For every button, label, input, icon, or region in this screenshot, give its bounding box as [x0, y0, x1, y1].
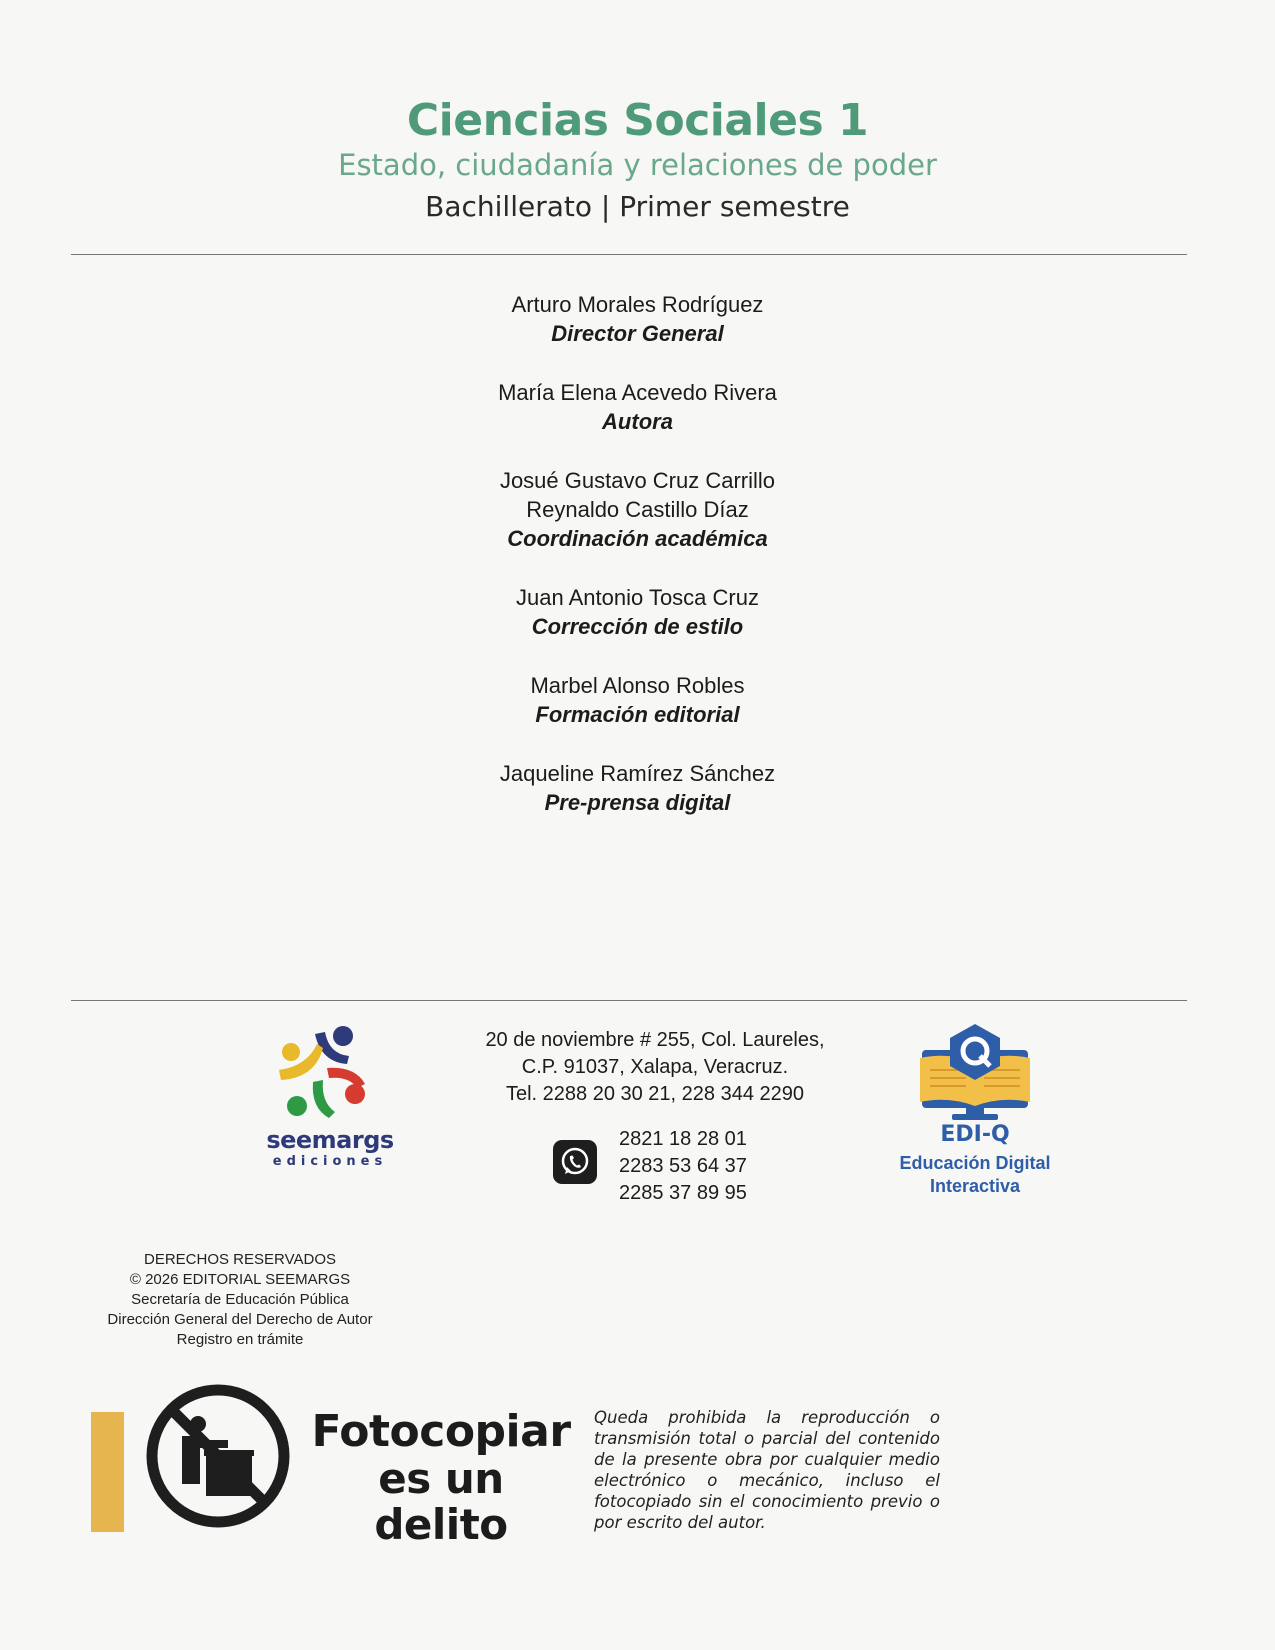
address-line: 20 de noviembre # 255, Col. Laureles, [485, 1029, 825, 1051]
rights-statement [90, 1250, 390, 1350]
credit-author [0, 378, 1275, 436]
notice-title-line: es un delito [374, 1454, 508, 1549]
seemargs-logo [255, 1022, 405, 1172]
ediq-logo [880, 1022, 1070, 1202]
ediq-tagline-line: Interactiva [929, 1176, 1021, 1196]
credit-role: Formación editorial [535, 702, 740, 727]
credit-role: Corrección de estilo [531, 614, 744, 639]
no-photocopy-icon [144, 1378, 292, 1534]
credit-name: Juan Antonio Tosca Cruz [516, 585, 759, 610]
publisher-address [455, 1027, 855, 1108]
credit-style-correction [0, 583, 1275, 641]
credit-role: Pre-prensa digital [544, 790, 731, 815]
whatsapp-number: 2821 18 28 01 [619, 1128, 747, 1150]
rights-line: Dirección General del Derecho de Autor [107, 1311, 373, 1328]
credit-name: Marbel Alonso Robles [530, 673, 745, 698]
divider-bottom [71, 1000, 1187, 1001]
divider-top [71, 254, 1187, 255]
credit-prepress [0, 759, 1275, 817]
credit-role: Coordinación académica [507, 526, 768, 551]
ediq-monitor-book-icon [880, 1022, 1070, 1122]
credit-role: Autora [602, 409, 673, 434]
seemargs-brand-sub: ediciones [272, 1154, 388, 1169]
credit-name: Josué Gustavo Cruz Carrillo [499, 468, 776, 493]
ediq-tagline-line: Educación Digital [899, 1153, 1051, 1173]
book-level: Bachillerato | Primer semestre [425, 190, 850, 223]
seemargs-people-icon [255, 1022, 405, 1126]
book-subtitle: Estado, ciudadanía y relaciones de poder [338, 148, 937, 182]
rights-line: DERECHOS RESERVADOS [144, 1251, 336, 1268]
phone-line: Tel. 2288 20 30 21, 228 344 2290 [505, 1083, 805, 1105]
credit-name: Reynaldo Castillo Díaz [526, 497, 749, 522]
rights-line: Secretaría de Educación Pública [131, 1291, 349, 1308]
credit-director [0, 290, 1275, 348]
whatsapp-number: 2285 37 89 95 [619, 1182, 747, 1204]
address-line: C.P. 91037, Xalapa, Veracruz. [521, 1056, 789, 1078]
credit-name: Jaqueline Ramírez Sánchez [499, 761, 776, 786]
credit-editorial-layout [0, 671, 1275, 729]
credit-name: Arturo Morales Rodríguez [511, 292, 764, 317]
credit-role: Director General [551, 321, 724, 346]
notice-accent-bar [91, 1412, 124, 1532]
credit-name: María Elena Acevedo Rivera [498, 380, 777, 405]
rights-line: © 2026 EDITORIAL SEEMARGS [129, 1271, 351, 1288]
rights-line: Registro en trámite [176, 1331, 304, 1348]
whatsapp-number: 2283 53 64 37 [619, 1155, 747, 1177]
notice-title [306, 1408, 576, 1548]
whatsapp-icon [553, 1140, 597, 1184]
book-title: Ciencias Sociales 1 [406, 95, 869, 146]
whatsapp-number-list [619, 1126, 747, 1207]
notice-title-line: Fotocopiar [311, 1406, 571, 1457]
notice-text: Queda prohibida la reproducción o transmisión total o parcial del contenido de la presente obra por cualquier medio electrónico o mecánico, incluso el fotocopiado sin el conocimiento previo o por escrito del autor. [594, 1408, 940, 1532]
credits-list [0, 290, 1275, 847]
book-header [0, 92, 1275, 228]
seemargs-brand: seemargs [266, 1126, 394, 1154]
ediq-name: EDI-Q [940, 1122, 1010, 1147]
whatsapp-contacts [553, 1126, 813, 1216]
ediq-tagline [880, 1152, 1070, 1198]
credit-academic-coordination [0, 466, 1275, 553]
